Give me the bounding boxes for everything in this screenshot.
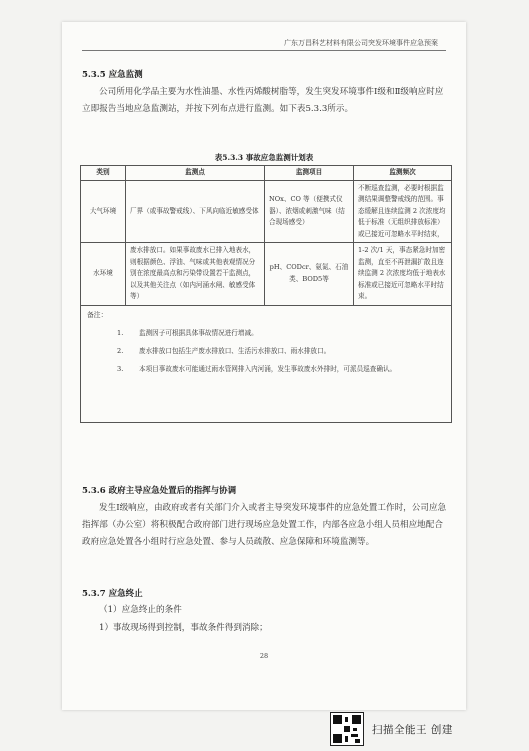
- section-body-5-3-5: [82, 84, 448, 118]
- notes-label: 备注：: [87, 310, 108, 319]
- notes-row: [81, 305, 452, 422]
- header-rule: [82, 50, 446, 51]
- table-row: [81, 243, 452, 306]
- note-text: 本项目事故废水可能通过雨水管网排入内河涌，发生事故废水外排时，可派员巡查确认。: [139, 365, 397, 373]
- running-header: 广东万昌科艺材料有限公司突发环境事件应急预案: [284, 39, 438, 47]
- qr-code-icon: [330, 712, 364, 746]
- note-item: [117, 363, 445, 375]
- col-header-frequency: 监测频次: [354, 166, 452, 181]
- cell-point: 废水排放口。如果事故废水已排入地表水，则根据颜色、浮油、气味或其他表观情况分别在浓度最高点和污染带设置若干监测点，以及其他关注点（如内河涌水闸、敏感受体等）: [126, 243, 265, 306]
- cell-category: 水环境: [81, 243, 126, 306]
- col-header-category: 类别: [81, 166, 126, 181]
- scanner-watermark: [330, 712, 453, 746]
- section-item-1-text: （1）应急终止的条件: [99, 605, 182, 615]
- note-text: 监测因子可根据具体事故情况进行增减。: [139, 329, 258, 337]
- note-text: 废水排放口包括生产废水排放口、生活污水排放口、雨水排放口。: [139, 347, 331, 355]
- section-item-2: [82, 620, 448, 637]
- note-number: 1.: [117, 329, 124, 337]
- col-header-items: 监测项目: [265, 166, 354, 181]
- monitoring-plan-table: [80, 165, 452, 423]
- cell-point: 厂界（或事故警戒线）、下风向临近敏感受体: [126, 180, 265, 243]
- cell-frequency: 1-2 次/1 天，事态紧急时加密监测，直至不再泄漏扩散且连续监测 2 次浓度均低于地表水标准或已接近可忽略水平时结束。: [354, 243, 452, 306]
- section-body-5-3-5-text: 公司所用化学品主要为水性油墨、水性丙烯酸树脂等，发生突发环境事件Ⅰ级和Ⅱ级响应时应立即报告当地应急监测站，并按下列布点进行监测。如下表5.3.3所示。: [82, 87, 444, 114]
- note-item: [117, 345, 445, 357]
- watermark-text: 扫描全能王 创建: [372, 723, 453, 736]
- section-body-5-3-6: [82, 500, 448, 551]
- cell-category: 大气环境: [81, 180, 126, 243]
- table-row: [81, 180, 452, 243]
- note-number: 2.: [117, 347, 124, 355]
- section-item-2-text: 1）事故现场得到控制，事故条件得到消除；: [99, 623, 268, 633]
- cell-frequency: 不断巡查监测，必要时根据监测结果调整警戒线的范围。事态缓解且连续监测 2 次浓度均低于标准（无组织排放标准）或已接近可忽略水平时结束，: [354, 180, 452, 243]
- table-header-row: [81, 166, 452, 181]
- section-heading-5-3-5: 5.3.5 应急监测: [82, 70, 143, 80]
- page-number: 28: [259, 652, 269, 660]
- section-body-5-3-6-text: 发生Ⅰ级响应，由政府或者有关部门介入或者主导突发环境事件的应急处置工作时，公司应急指挥部（办公室）将积极配合政府部门进行现场应急处置工作，内部各应急小组人员相应地配合政府应急处置各小组时行应急处置、参与人员疏散、应急保障和环境监测等。: [82, 503, 447, 547]
- cell-items: pH、CODcr、氨氮、石油类、BOD5等: [265, 243, 354, 306]
- document-page: [62, 22, 466, 710]
- note-number: 3.: [117, 365, 124, 373]
- note-item: [117, 327, 445, 339]
- col-header-point: 监测点: [126, 166, 265, 181]
- section-heading-5-3-7: 5.3.7 应急终止: [82, 589, 143, 599]
- cell-items: NOx、CO 等（便携式仪器）、浓烟或刺激气味（结合现场感受）: [265, 180, 354, 243]
- section-heading-5-3-6: 5.3.6 政府主导应急处置后的指挥与协调: [82, 486, 237, 496]
- table-caption: 表5.3.3 事故应急监测计划表: [214, 153, 314, 162]
- notes-cell: [81, 305, 452, 422]
- section-item-1: [82, 602, 448, 619]
